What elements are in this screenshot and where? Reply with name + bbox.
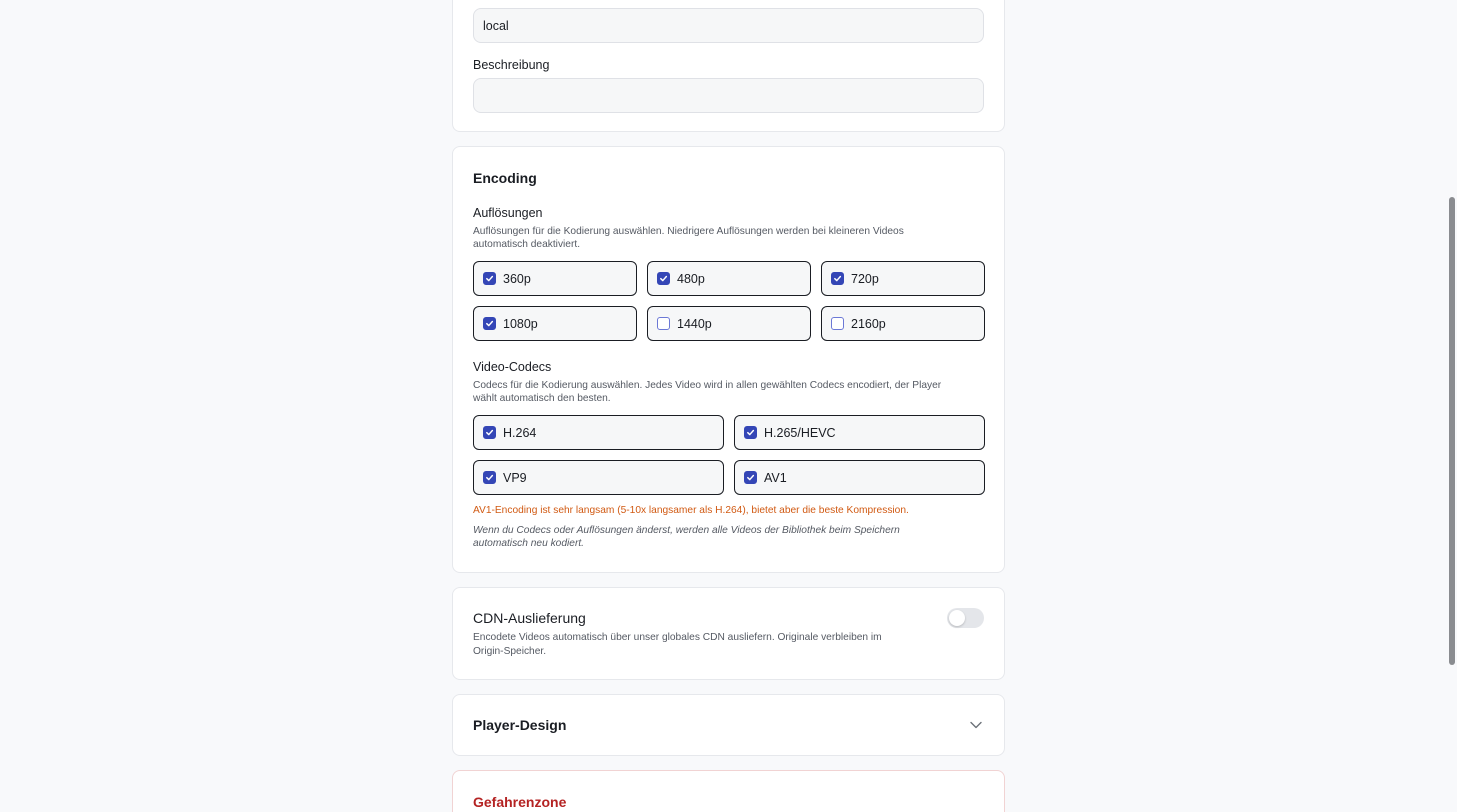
resolution-option-label: 480p (677, 271, 705, 286)
checkbox[interactable] (657, 317, 670, 330)
resolution-option[interactable] (647, 261, 811, 296)
codecs-grid (473, 415, 984, 495)
checkbox[interactable] (744, 471, 757, 484)
player-design-card[interactable] (452, 694, 1005, 756)
resolution-option[interactable] (647, 306, 811, 341)
chevron-down-icon (968, 717, 984, 733)
resolution-option[interactable] (821, 306, 985, 341)
checkbox[interactable] (744, 426, 757, 439)
danger-zone-card (452, 770, 1005, 812)
resolutions-label: Auflösungen (473, 206, 543, 220)
checkbox[interactable] (483, 471, 496, 484)
av1-warning: AV1-Encoding ist sehr langsam (5-10x langsamer als H.264), bietet aber die beste Kompression. (473, 505, 909, 516)
codec-option[interactable] (734, 460, 985, 495)
resolutions-grid (473, 261, 984, 341)
resolution-option-label: 1080p (503, 316, 538, 331)
cdn-toggle[interactable] (947, 608, 984, 628)
reencode-note: Wenn du Codecs oder Auflösungen änderst, werden alle Videos der Bibliothek beim Speichern automatisch neu kodiert. (473, 525, 900, 549)
toggle-knob (949, 610, 965, 626)
scrollbar[interactable] (1447, 0, 1457, 812)
cdn-title: CDN-Auslieferung (473, 610, 586, 626)
checkbox[interactable] (483, 272, 496, 285)
checkbox[interactable] (483, 426, 496, 439)
checkbox[interactable] (483, 317, 496, 330)
general-settings-card (452, 0, 1005, 132)
resolution-option-label: 360p (503, 271, 531, 286)
description-input[interactable] (473, 78, 984, 113)
scrollbar-thumb[interactable] (1449, 197, 1455, 665)
resolution-option-label: 720p (851, 271, 879, 286)
codec-option[interactable] (473, 415, 724, 450)
codecs-label: Video-Codecs (473, 360, 552, 374)
description-label: Beschreibung (473, 58, 550, 72)
checkbox[interactable] (831, 317, 844, 330)
resolution-option-label: 1440p (677, 316, 712, 331)
codecs-help: Codecs für die Kodierung auswählen. Jedes Video wird in allen gewählten Codecs encodiert, der Player wählt automatisch den besten. (473, 380, 942, 404)
codec-option[interactable] (734, 415, 985, 450)
codec-option-label: H.265/HEVC (764, 425, 836, 440)
encoding-title: Encoding (473, 170, 537, 186)
checkbox[interactable] (657, 272, 670, 285)
codec-option-label: VP9 (503, 470, 527, 485)
resolution-option[interactable] (473, 261, 637, 296)
resolution-option[interactable] (821, 261, 985, 296)
cdn-description: Encodete Videos automatisch über unser globales CDN ausliefern. Originale verbleiben im Origin-Speicher. (473, 632, 882, 657)
cdn-card (452, 587, 1005, 680)
checkbox[interactable] (831, 272, 844, 285)
resolutions-help: Auflösungen für die Kodierung auswählen. Niedrigere Auflösungen werden bei kleineren Videos automatisch deaktiviert. (473, 226, 904, 250)
player-design-title: Player-Design (473, 717, 567, 733)
codec-option-label: AV1 (764, 470, 787, 485)
resolution-option[interactable] (473, 306, 637, 341)
storage-input[interactable] (473, 8, 984, 43)
settings-column (452, 0, 1005, 812)
encoding-card (452, 146, 1005, 573)
codec-option[interactable] (473, 460, 724, 495)
codec-option-label: H.264 (503, 425, 537, 440)
danger-zone-title: Gefahrenzone (473, 794, 567, 810)
resolution-option-label: 2160p (851, 316, 886, 331)
